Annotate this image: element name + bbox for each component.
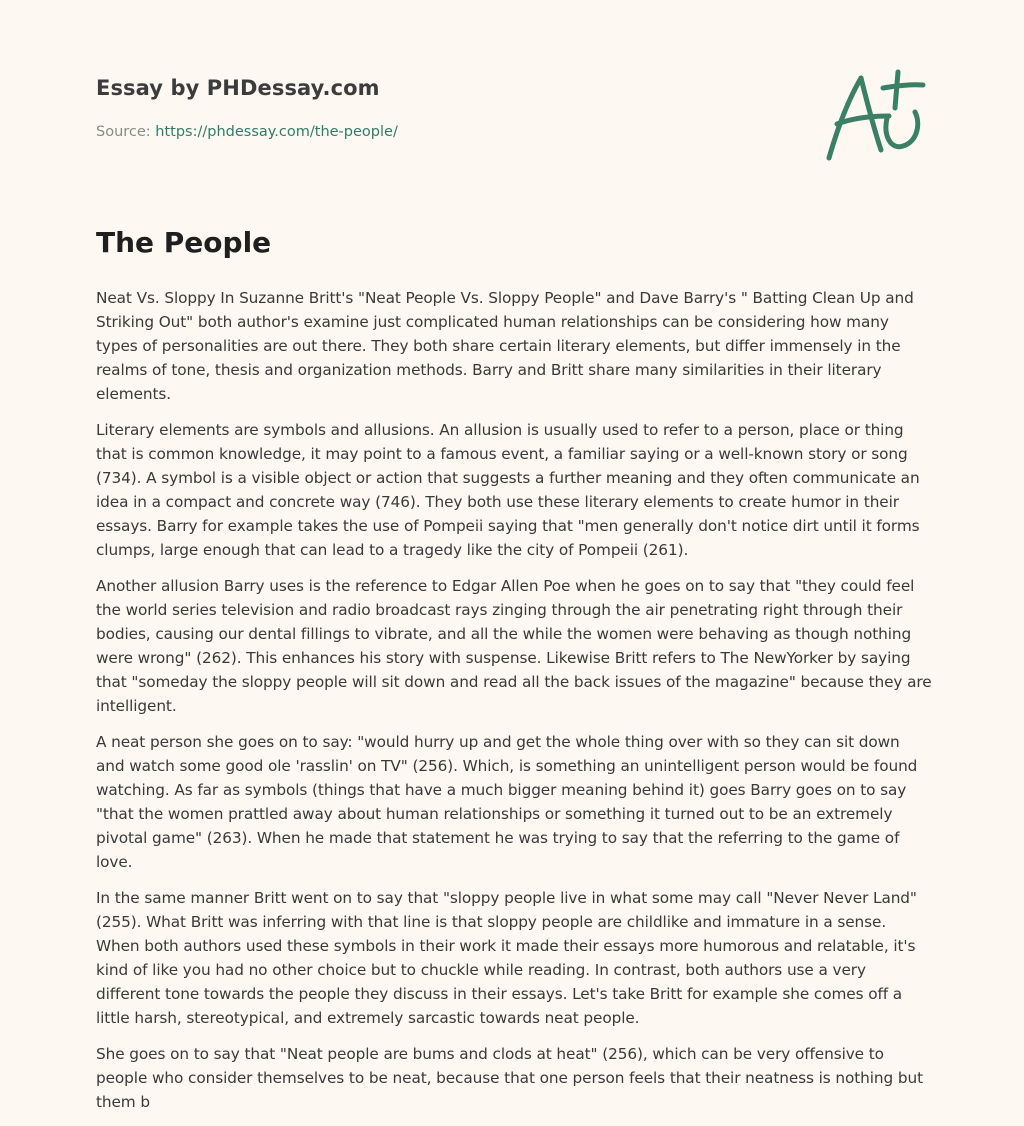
essay-title: The People xyxy=(96,226,272,259)
a-plus-grade-icon xyxy=(823,66,927,164)
essay-body xyxy=(96,286,932,1126)
essay-paragraph: Another allusion Barry uses is the reference to Edgar Allen Poe when he goes on to say that "they could feel the world series television and radio broadcast rays zinging through the air penetrating right through their bodies, causing our dental fillings to vibrate, and all the while the women were behaving as though nothing were wrong" (262). This enhances his story with suspense. Likewise Britt refers to The NewYorker by saying that "someday the sloppy people will sit down and read all the back issues of the magazine" because they are intelligent. xyxy=(96,577,932,715)
essay-paragraph: A neat person she goes on to say: "would hurry up and get the whole thing over with so they can sit down and watch some good ole 'rasslin' on TV" (256). Which, is something an unintelligent person would be found watching. As far as symbols (things that have a much bigger meaning behind it) goes Barry goes on to say "that the women prattled away about human relationships or something it turned out to be an extremely pivotal game" (263). When he made that statement he was trying to say that the referring to the game of love. xyxy=(96,733,918,871)
source-link[interactable]: https://phdessay.com/the-people/ xyxy=(155,124,398,140)
essay-paragraph: She goes on to say that "Neat people are bums and clods at heat" (256), which can be very offensive to people who consider themselves to be neat, because that one person feels that their neatness is nothing but them b xyxy=(96,1045,923,1111)
essay-paragraph: Literary elements are symbols and allusions. An allusion is usually used to refer to a person, place or thing that is common knowledge, it may point to a famous event, a familiar saying or a well-known story or song (734). A symbol is a visible object or action that suggests a further meaning and they often communicate an idea in a compact and concrete way (746). They both use these literary elements to create humor in their essays. Barry for example takes the use of Pompeii saying that "men generally don't notice dirt until it forms clumps, large enough that can lead to a tragedy like the city of Pompeii (261). xyxy=(96,421,920,559)
source-label: Source: xyxy=(96,124,151,140)
essay-paragraph: In the same manner Britt went on to say that "sloppy people live in what some may call "Never Never Land" (255). What Britt was inferring with that line is that sloppy people are childlike and immature in a sense. When both authors used these symbols in their work it made their essays more humorous and relatable, it's kind of like you had no other choice but to chuckle while reading. In contrast, both authors use a very different tone towards the people they discuss in their essays. Let's take Britt for example she comes off a little harsh, stereotypical, and extremely sarcastic towards neat people. xyxy=(96,889,917,1027)
essay-paragraph: Neat Vs. Sloppy In Suzanne Britt's "Neat People Vs. Sloppy People" and Dave Barry's " Batting Clean Up and Striking Out" both author's examine just complicated human relationships can be considering how many types of personalities are out there. They both share certain literary elements, but differ immensely in the realms of tone, thesis and organization methods. Barry and Britt share many similarities in their literary elements. xyxy=(96,289,914,403)
site-brand: Essay by PHDessay.com xyxy=(96,76,380,100)
source-line xyxy=(96,124,398,140)
